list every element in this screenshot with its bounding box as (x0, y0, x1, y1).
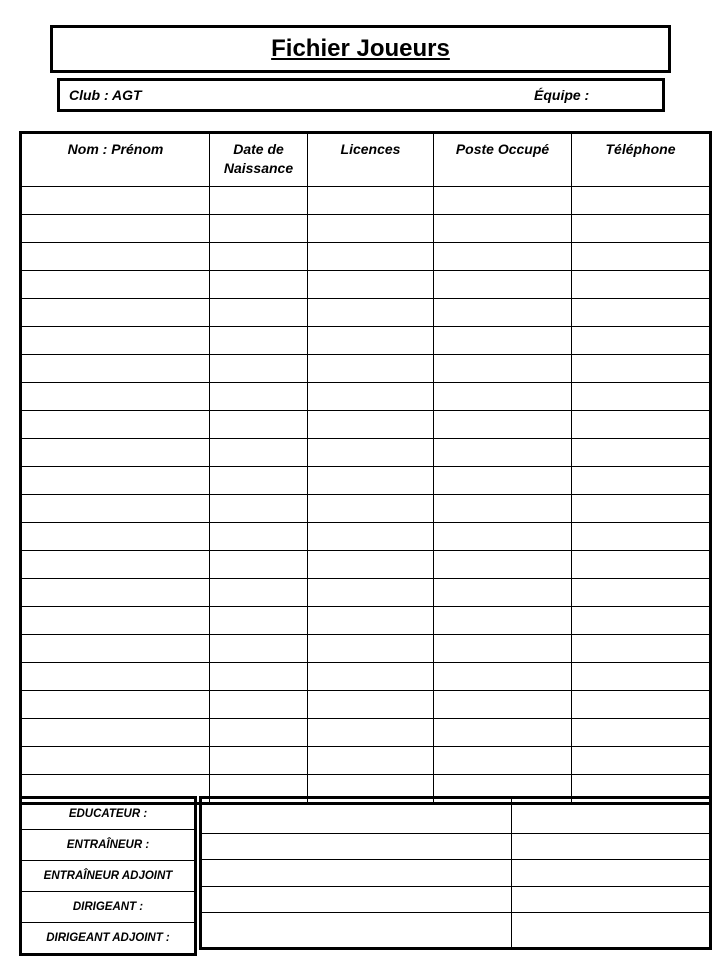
table-cell[interactable] (21, 467, 210, 495)
staff-cell[interactable] (512, 798, 711, 834)
table-cell[interactable] (572, 187, 711, 215)
table-cell[interactable] (434, 551, 572, 579)
table-cell[interactable] (210, 355, 308, 383)
column-header-nom-prenom: Nom : Prénom (21, 133, 210, 187)
table-row (21, 355, 711, 383)
table-row (21, 215, 711, 243)
table-cell[interactable] (210, 495, 308, 523)
table-cell[interactable] (572, 691, 711, 719)
table-cell[interactable] (308, 383, 434, 411)
staff-label-entraineur: ENTRAÎNEUR : (22, 829, 194, 860)
table-cell[interactable] (572, 243, 711, 271)
table-cell[interactable] (434, 187, 572, 215)
table-cell[interactable] (21, 327, 210, 355)
table-cell[interactable] (434, 579, 572, 607)
table-cell[interactable] (308, 691, 434, 719)
staff-cell[interactable] (201, 833, 512, 860)
table-cell[interactable] (21, 523, 210, 551)
table-cell[interactable] (308, 523, 434, 551)
table-cell[interactable] (572, 355, 711, 383)
table-cell[interactable] (21, 495, 210, 523)
table-cell[interactable] (210, 607, 308, 635)
table-row (21, 467, 711, 495)
table-cell[interactable] (210, 243, 308, 271)
table-cell[interactable] (21, 187, 210, 215)
table-cell[interactable] (210, 691, 308, 719)
table-cell[interactable] (210, 747, 308, 775)
table-cell[interactable] (434, 747, 572, 775)
staff-row (201, 886, 711, 913)
staff-cell[interactable] (512, 886, 711, 913)
table-row (21, 719, 711, 747)
title-box (50, 25, 671, 73)
table-cell[interactable] (308, 299, 434, 327)
table-cell[interactable] (21, 383, 210, 411)
table-cell[interactable] (572, 215, 711, 243)
table-cell[interactable] (21, 439, 210, 467)
table-row (21, 383, 711, 411)
club-info-box (57, 78, 665, 112)
table-cell[interactable] (434, 663, 572, 691)
table-cell[interactable] (434, 215, 572, 243)
table-cell[interactable] (572, 551, 711, 579)
table-cell[interactable] (434, 635, 572, 663)
table-cell[interactable] (572, 299, 711, 327)
staff-row (201, 798, 711, 834)
table-cell[interactable] (572, 467, 711, 495)
table-cell[interactable] (308, 663, 434, 691)
table-cell[interactable] (21, 691, 210, 719)
table-cell[interactable] (21, 747, 210, 775)
staff-label-dirigeant: DIRIGEANT : (22, 891, 194, 922)
staff-cell[interactable] (201, 860, 512, 887)
table-cell[interactable] (308, 747, 434, 775)
table-cell[interactable] (210, 719, 308, 747)
table-cell[interactable] (572, 663, 711, 691)
table-row (21, 523, 711, 551)
table-cell[interactable] (308, 187, 434, 215)
staff-labels (19, 796, 197, 956)
table-row (21, 243, 711, 271)
equipe-label: Équipe : (534, 87, 590, 103)
staff-label-dirigeant-adjoint: DIRIGEANT ADJOINT : (22, 922, 194, 953)
table-cell[interactable] (308, 439, 434, 467)
staff-table-body (201, 798, 711, 949)
table-cell[interactable] (308, 551, 434, 579)
players-table-body (21, 187, 711, 804)
table-cell[interactable] (21, 607, 210, 635)
table-cell[interactable] (210, 327, 308, 355)
players-table-header (21, 133, 711, 187)
table-cell[interactable] (210, 383, 308, 411)
table-row (21, 439, 711, 467)
table-cell[interactable] (308, 327, 434, 355)
table-cell[interactable] (572, 719, 711, 747)
table-cell[interactable] (434, 271, 572, 299)
staff-label-entraineur-adjoint: ENTRAÎNEUR ADJOINT (22, 860, 194, 891)
table-cell[interactable] (434, 691, 572, 719)
table-row (21, 635, 711, 663)
table-cell[interactable] (308, 467, 434, 495)
table-cell[interactable] (308, 411, 434, 439)
table-cell[interactable] (308, 243, 434, 271)
table-cell[interactable] (210, 187, 308, 215)
column-header-poste-occupe: Poste Occupé (434, 133, 572, 187)
staff-table (199, 796, 712, 950)
table-cell[interactable] (308, 719, 434, 747)
table-cell[interactable] (308, 355, 434, 383)
table-cell[interactable] (210, 523, 308, 551)
table-cell[interactable] (572, 579, 711, 607)
table-cell[interactable] (21, 215, 210, 243)
table-cell[interactable] (434, 243, 572, 271)
column-header-date-naissance: Date de Naissance (210, 133, 308, 187)
table-cell[interactable] (308, 271, 434, 299)
table-cell[interactable] (308, 495, 434, 523)
table-cell[interactable] (210, 411, 308, 439)
table-cell[interactable] (21, 663, 210, 691)
table-cell[interactable] (210, 635, 308, 663)
table-cell[interactable] (21, 635, 210, 663)
column-header-telephone: Téléphone (572, 133, 711, 187)
table-cell[interactable] (434, 383, 572, 411)
table-cell[interactable] (210, 299, 308, 327)
staff-row (201, 913, 711, 949)
table-row (21, 579, 711, 607)
staff-cell[interactable] (512, 913, 711, 949)
page-title: Fichier Joueurs (271, 35, 450, 62)
table-row (21, 299, 711, 327)
staff-cell[interactable] (201, 886, 512, 913)
players-table (19, 131, 712, 805)
table-row (21, 495, 711, 523)
table-cell[interactable] (210, 551, 308, 579)
table-cell[interactable] (572, 411, 711, 439)
staff-cell[interactable] (512, 860, 711, 887)
table-cell[interactable] (308, 607, 434, 635)
table-row (21, 327, 711, 355)
staff-cell[interactable] (201, 798, 512, 834)
table-cell[interactable] (572, 271, 711, 299)
table-row (21, 187, 711, 215)
table-cell[interactable] (434, 495, 572, 523)
table-cell[interactable] (308, 635, 434, 663)
table-cell[interactable] (210, 579, 308, 607)
table-row (21, 747, 711, 775)
table-cell[interactable] (572, 439, 711, 467)
table-cell[interactable] (572, 747, 711, 775)
table-cell[interactable] (210, 467, 308, 495)
table-cell[interactable] (210, 663, 308, 691)
table-row (21, 663, 711, 691)
table-cell[interactable] (308, 579, 434, 607)
table-cell[interactable] (210, 439, 308, 467)
table-cell[interactable] (210, 271, 308, 299)
table-cell[interactable] (21, 299, 210, 327)
staff-cell[interactable] (512, 833, 711, 860)
staff-label-educateur: EDUCATEUR : (68, 808, 148, 820)
table-cell[interactable] (21, 271, 210, 299)
table-cell[interactable] (572, 383, 711, 411)
table-cell[interactable] (21, 551, 210, 579)
staff-row (201, 860, 711, 887)
table-cell[interactable] (21, 355, 210, 383)
table-cell[interactable] (21, 411, 210, 439)
staff-row (201, 833, 711, 860)
table-row (21, 411, 711, 439)
table-cell[interactable] (572, 607, 711, 635)
table-row (21, 691, 711, 719)
table-cell[interactable] (434, 355, 572, 383)
table-cell[interactable] (572, 523, 711, 551)
table-cell[interactable] (434, 327, 572, 355)
table-row (21, 607, 711, 635)
table-cell[interactable] (434, 411, 572, 439)
table-row (21, 271, 711, 299)
table-cell[interactable] (434, 467, 572, 495)
club-label: Club : AGT (69, 87, 142, 103)
table-cell[interactable] (572, 495, 711, 523)
table-cell[interactable] (210, 215, 308, 243)
table-cell[interactable] (434, 299, 572, 327)
table-cell[interactable] (21, 579, 210, 607)
table-cell[interactable] (434, 607, 572, 635)
staff-cell[interactable] (201, 913, 512, 949)
table-cell[interactable] (434, 439, 572, 467)
table-cell[interactable] (21, 243, 210, 271)
table-cell[interactable] (21, 719, 210, 747)
table-cell[interactable] (308, 215, 434, 243)
table-row (21, 551, 711, 579)
table-cell[interactable] (572, 327, 711, 355)
table-cell[interactable] (572, 635, 711, 663)
table-cell[interactable] (434, 523, 572, 551)
column-header-licences: Licences (308, 133, 434, 187)
table-cell[interactable] (434, 719, 572, 747)
